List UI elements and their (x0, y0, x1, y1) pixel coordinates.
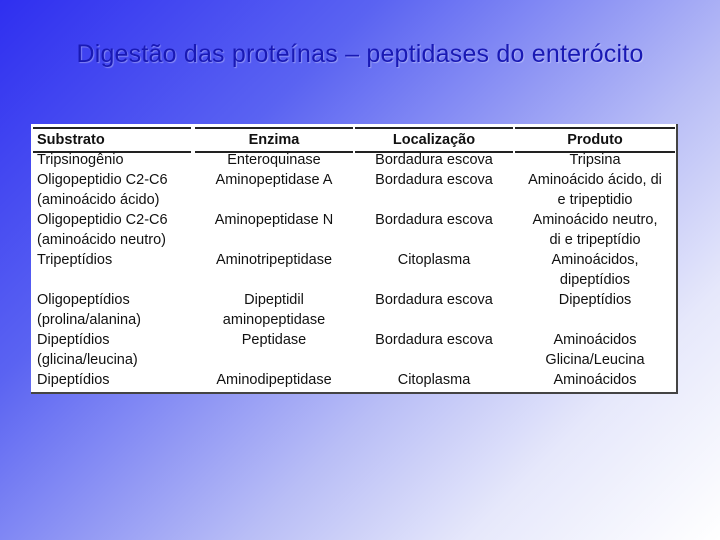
cell-localizacao: Bordadura escova (375, 172, 493, 188)
cell-substrato: Dipeptídios (37, 332, 110, 348)
cell-localizacao: Bordadura escova (375, 212, 493, 228)
cell-produto: Aminoácidos (553, 372, 637, 388)
peptidases-table (31, 124, 678, 394)
cell-produto: Tripsina (569, 152, 621, 168)
cell-enzima: Peptidase (241, 332, 307, 348)
cell-localizacao: Bordadura escova (375, 332, 493, 348)
slide-title: Digestão das proteínas – peptidases do enterócito (76, 40, 644, 68)
cell-localizacao: Bordadura escova (375, 152, 493, 168)
cell-substrato: Tripsinogênio (37, 152, 124, 168)
cell-substrato: (aminoácido ácido) (37, 192, 160, 208)
header-localizacao: Localização (392, 132, 476, 148)
cell-produto: Aminoácidos (553, 332, 637, 348)
cell-substrato: Oligopeptidio C2-C6 (37, 212, 168, 228)
cell-enzima: Aminodipeptidase (216, 372, 332, 388)
cell-enzima: Aminopeptidase N (214, 212, 334, 228)
cell-enzima: Enteroquinase (227, 152, 321, 168)
cell-localizacao: Bordadura escova (375, 292, 493, 308)
cell-substrato: (glicina/leucina) (37, 352, 138, 368)
cell-enzima: Aminopeptidase A (215, 172, 333, 188)
cell-substrato: Tripeptídios (37, 252, 113, 268)
cell-produto: e tripeptidio (557, 192, 633, 208)
cell-enzima: Aminotripeptidase (215, 252, 333, 268)
cell-produto: Glicina/Leucina (545, 352, 645, 368)
cell-produto: Aminoácidos, (551, 252, 639, 268)
cell-localizacao: Citoplasma (397, 252, 471, 268)
cell-substrato: (aminoácido neutro) (37, 232, 166, 248)
cell-produto: di e tripeptídio (549, 232, 641, 248)
cell-produto: Aminoácido ácido, di (528, 172, 662, 188)
cell-substrato: Oligopeptídios (37, 292, 130, 308)
cell-substrato: Dipeptídios (37, 372, 110, 388)
cell-produto: dipeptídios (559, 272, 631, 288)
header-produto: Produto (567, 132, 623, 148)
cell-enzima: aminopeptidase (222, 312, 326, 328)
cell-substrato: Oligopeptidio C2-C6 (37, 172, 168, 188)
header-enzima: Enzima (248, 132, 300, 148)
cell-produto: Dipeptídios (558, 292, 632, 308)
header-substrato: Substrato (37, 132, 105, 148)
cell-enzima: Dipeptidil (244, 292, 304, 308)
cell-produto: Aminoácido neutro, (532, 212, 658, 228)
cell-substrato: (prolina/alanina) (37, 312, 141, 328)
cell-localizacao: Citoplasma (397, 372, 471, 388)
